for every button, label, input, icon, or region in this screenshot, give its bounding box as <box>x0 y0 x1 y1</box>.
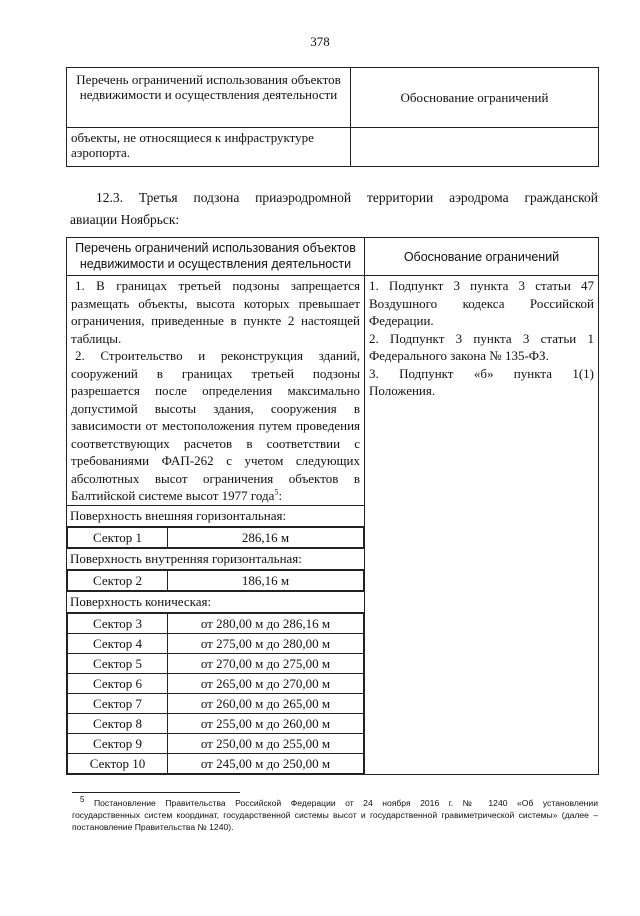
surface-inner-label: Поверхность внутренняя горизонтальная: <box>67 548 365 569</box>
surface-conical-label: Поверхность коническая: <box>67 591 365 612</box>
footnote <box>72 797 598 833</box>
table2-header-left: Перечень ограничений использования объектов недвижимости и осуществления деятельности <box>67 238 365 276</box>
footnote-separator <box>72 792 240 793</box>
basis-item-2: 2. Подпункт 3 пункта 3 статьи 1 Федерального закона № 135-ФЗ. <box>369 330 594 363</box>
footnote-rest: государственных систем координат, государственной системы высот и государственной гравиметрической системы» (далее – постановление Правительства № 1240). <box>72 810 598 832</box>
sector-value: 286,16 м <box>168 527 364 547</box>
footnote-reference: 5 <box>274 487 279 497</box>
sector-row <box>67 527 364 548</box>
basis-item-1: 1. Подпункт 3 пункта 3 статьи 47 Воздушного кодекса Российской Федерации. <box>369 278 594 328</box>
sector-value: от 280,00 м до 286,16 м <box>168 613 364 633</box>
sector-name: Сектор 9 <box>68 733 168 753</box>
surface-outer-label: Поверхность внешняя горизонтальная: <box>67 505 365 526</box>
sector-name: Сектор 8 <box>68 713 168 733</box>
restrictions-text <box>67 276 365 506</box>
section-heading <box>70 187 598 231</box>
sector-name: Сектор 6 <box>68 673 168 693</box>
section-line-1: 12.3. Третья подзона приаэродромной территории аэродрома гражданской <box>96 190 598 205</box>
sector-name: Сектор 7 <box>68 693 168 713</box>
sector-name: Сектор 5 <box>68 653 168 673</box>
sector-name: Сектор 10 <box>68 753 168 773</box>
basis-text <box>365 276 599 775</box>
sector-name: Сектор 1 <box>68 527 168 547</box>
sector-value: от 260,00 м до 265,00 м <box>168 693 364 713</box>
table1-header-left: Перечень ограничений использования объектов недвижимости и осуществления деятельности <box>67 68 351 128</box>
basis-item-3: 3. Подпункт «б» пункта 1(1) Положения. <box>369 365 594 398</box>
sector-name: Сектор 3 <box>68 613 168 633</box>
section-line-2: авиации Ноябрьск: <box>70 212 180 227</box>
sector-value: от 275,00 м до 280,00 м <box>168 633 364 653</box>
footnote-mark: 5 <box>80 795 85 805</box>
sector-value: от 255,00 м до 260,00 м <box>168 713 364 733</box>
sector-value: от 270,00 м до 275,00 м <box>168 653 364 673</box>
sector-name: Сектор 2 <box>68 570 168 590</box>
sector-value: от 245,00 м до 250,00 м <box>168 753 364 773</box>
page-number: 378 <box>310 34 330 49</box>
footnote-line-1: Постановление Правительства Российской Федерации от 24 ноября 2016 г. № 1240 «Об установлении <box>93 798 599 808</box>
sector-row <box>67 570 364 591</box>
third-subzone-table <box>66 237 599 775</box>
restrictions-table-continued <box>66 67 599 167</box>
table1-row-left: объекты, не относящиеся к инфраструктуре аэропорта. <box>67 128 351 167</box>
restriction-item-2: 2. Строительство и реконструкция зданий, сооружений в границах третьей подзоны разрешается после определения максимально допустимой высоты здания, сооружения в зависимости от местоположения путем проведения соответствующих расчетов в соответствии с требованиями ФАП-262 с учетом следующих абсолютных высот ограничения объектов в Балтийской системе высот 1977 года$^5$: <box>71 348 360 503</box>
sector-name: Сектор 4 <box>68 633 168 653</box>
restriction-item-1: 1. В границах третьей подзоны запрещается размещать объекты, высота которых превышает ограничения, приведенные в пункте 2 настоящей таблицы. <box>71 278 360 346</box>
sector-value: 186,16 м <box>168 570 364 590</box>
table1-row-right <box>351 128 599 167</box>
conical-sectors-table <box>67 613 364 774</box>
table2-header-right: Обоснование ограничений <box>365 238 599 276</box>
sector-value: от 250,00 м до 255,00 м <box>168 733 364 753</box>
sector-value: от 265,00 м до 270,00 м <box>168 673 364 693</box>
table1-header-right: Обоснование ограничений <box>351 68 599 128</box>
